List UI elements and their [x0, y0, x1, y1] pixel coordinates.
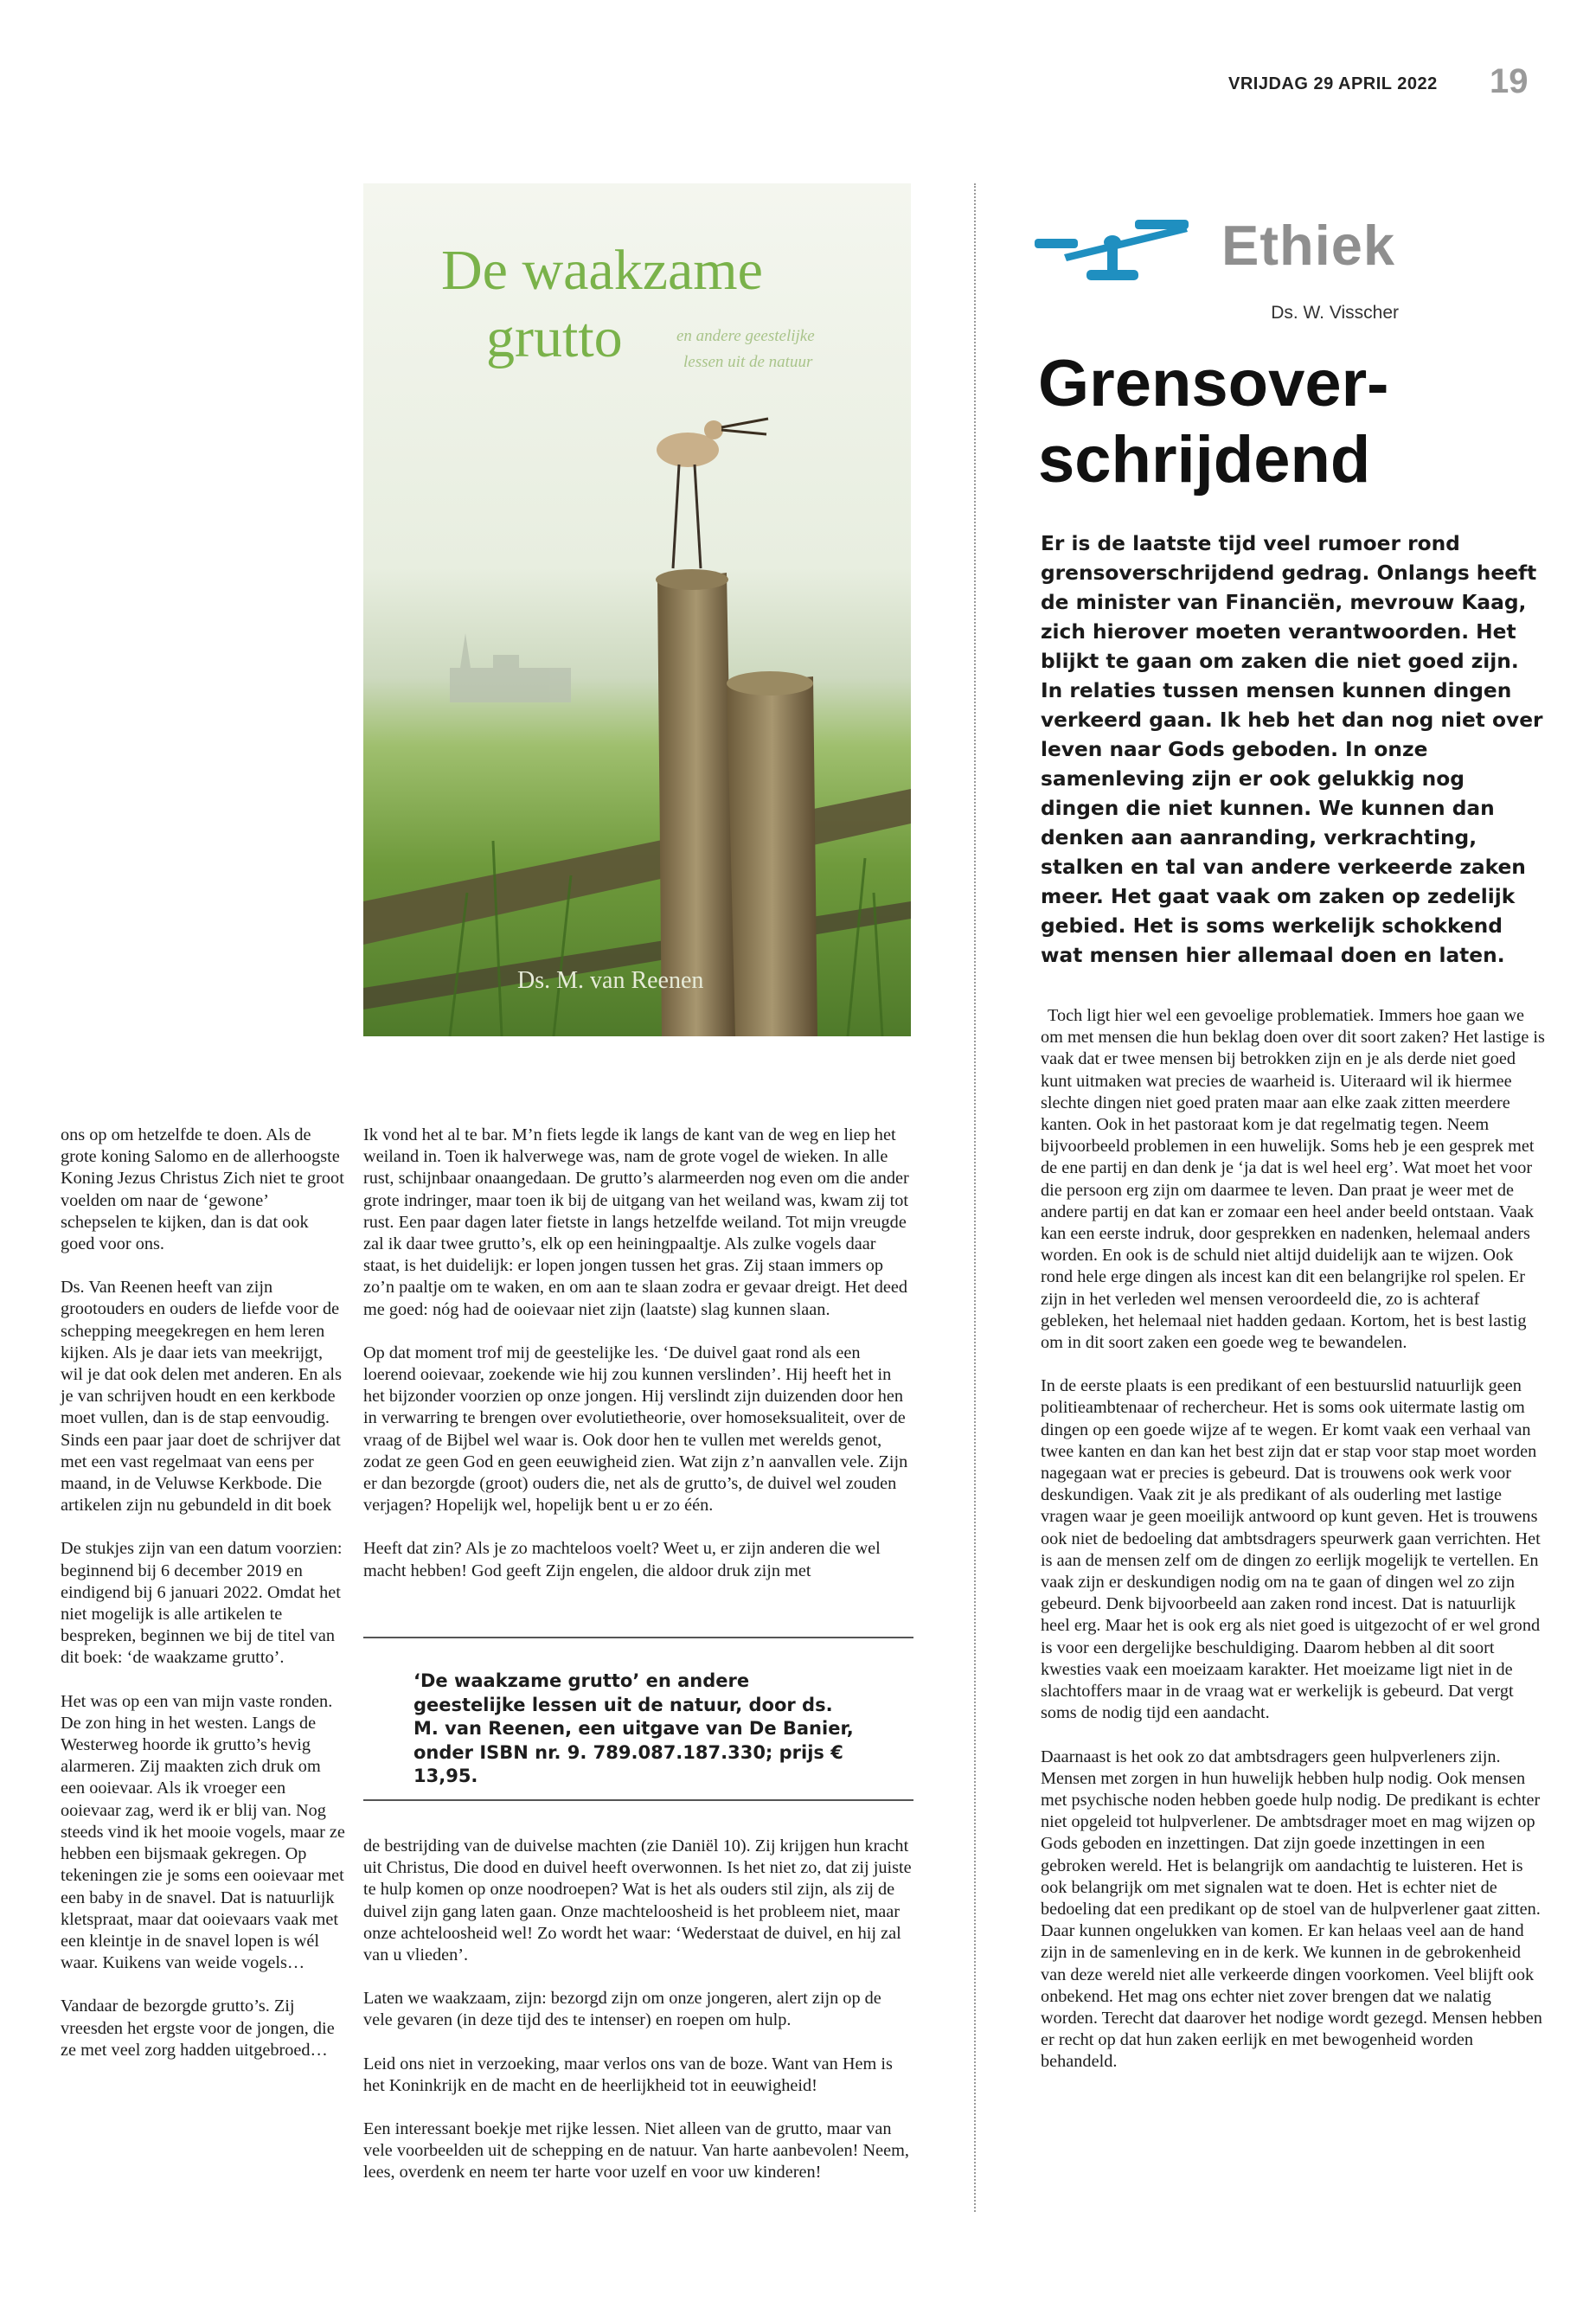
cover-author: Ds. M. van Reenen — [517, 967, 704, 994]
article-headline — [1038, 346, 1557, 498]
review-paragraph: Ds. Van Reenen heeft van zijn grootouders en ouders de liefde voor de schepping meegekregen en hem leren kijken. Als je daar iets van meekrijgt, wil je dat ook delen met anderen. En als je van schrijven houdt en een kerkbode moet vullen, dan is de stap eenvoudig. Sinds een paar jaar doet de schrijver dat met een vast regelmaat van eens per maand, in de Veluwse Kerkbode. Die artikelen zijn nu gebundeld in dit boek — [61, 1278, 342, 1516]
review-paragraph: Laten we waakzaam, zijn: bezorgd zijn om onze jongeren, alert zijn op de vele gevaren (in deze tijd des te intenser) en roepen om hulp. — [363, 1989, 881, 2030]
article-lead: Er is de laatste tijd veel rumoer rond grensoverschrijdend gedrag. Onlangs heeft de minister van Financiën, mevrouw Kaag, zich hierover moeten verantwoorden. Het blijkt te gaan om zaken die niet goed zijn. In relaties tussen mensen kunnen dingen verkeerd gaan. Ik heb het dan nog niet over leven naar Gods geboden. In onze samenleving zijn er ook gelukkig nog dingen die niet kunnen. We kunnen dan denken aan aanranding, verkrachting, stalken en tal van andere verkeerde zaken meer. Het gaat vaak om zaken op zedelijk gebied. Het is soms werkelijk schokkend wat mensen hier allemaal doen en laten. — [1041, 532, 1543, 967]
headline-line: Grensover- — [1038, 347, 1389, 420]
review-column-middle-lower — [363, 1836, 913, 2206]
review-paragraph: De stukjes zijn van een datum voorzien: beginnend bij 6 december 2019 en eindigend bij 6 januari 2022. Omdat het niet mogelijk is alle artikelen te bespreken, beginnen we bij de titel van dit boek: ‘de waakzame grutto’. — [61, 1539, 343, 1668]
book-info-box: ‘De waakzame grutto’ en andere geestelijke lessen uit de natuur, door ds. M. van Reenen, een uitgave van De Banier, onder ISBN nr. 9. 789.087.187.330; prijs € 13,95. — [413, 1670, 854, 1786]
article-author: Ds. W. Visscher — [1271, 303, 1399, 323]
review-column-middle — [363, 1125, 913, 1604]
issue-date: VRIJDAG 29 APRIL 2022 — [1228, 74, 1438, 93]
section-label: Ethiek — [1221, 214, 1396, 277]
review-paragraph: Vandaar de bezorgde grutto’s. Zij vreesden het ergste voor de jongen, die ze met veel zorg hadden uitgebroed… — [61, 1997, 335, 2060]
info-box-bottom-rule — [363, 1799, 913, 1801]
review-paragraph: Leid ons niet in verzoeking, maar verlos ons van de boze. Want van Hem is het Koninkrijk en de macht en de heerlijkheid tot in eeuwigheid! — [363, 2054, 893, 2095]
headline-line: schrijdend — [1038, 423, 1371, 497]
article-paragraph: Daarnaast is het ook zo dat ambtsdragers geen hulpverleners zijn. Mensen met zorgen in hun huwelijk hebben hulp nodig. Ook mensen met psychische noden hebben goede hulp nodig. De predikant is echter niet opgeleid tot hulpverlener. De ambtsdrager moet en mag wijzen op Gods geboden en inzettingen. Dat zijn goede inzettingen in een gebroken wereld. Het is belangrijk om aandachtig te luisteren. Het is ook belangrijk om met signalen wat te doen. Het is echter niet de bedoeling dat een predikant op de stoel van de hulpverlener gaat zitten. Daar kunnen ongelukken van komen. Er kan helaas veel aan de hand zijn in de samenleving en in de kerk. We kunnen in de gebrokenheid van deze wereld niet alle verkeerde dingen voorkomen. Veel blijft ook onbekend. Het mag ons echter niet zover brengen dat we nalatig worden. Terecht dat daarover het nodige wordt gezegd. Mensen hebben er recht op dat hun zaken eerlijk en met bewogenheid worden behandeld. — [1041, 1747, 1542, 2072]
cover-title-line2: grutto — [486, 306, 623, 369]
review-column-left — [61, 1125, 346, 2083]
cover-subtitle-line2: lessen uit de natuur — [683, 353, 813, 371]
page-number: 19 — [1490, 62, 1529, 100]
article-body — [1041, 1005, 1546, 2095]
info-box-top-rule — [363, 1637, 913, 1638]
review-paragraph: Het was op een van mijn vaste ronden. De zon hing in het westen. Langs de Westerweg hoorde ik grutto’s hevig alarmeren. Zij maakten zich druk om een ooievaar. Als ik vroeger een ooievaar zag, werd ik er blij van. Nog steeds vind ik het mooie vogels, maar ze hebben een bijsmaak gekregen. Op tekeningen zie je soms een ooievaar met een baby in de snavel. Dat is natuurlijk kletspraat, maar dat ooievaars vaak met een kleintje in de snavel lopen is wél waar. Kuikens van weide vogels… — [61, 1691, 345, 1973]
article-paragraph: In de eerste plaats is een predikant of een bestuurslid natuurlijk geen politieambtenaar of rechercheur. Het is soms ook uitermate lastig om dingen op een goede wijze af te wegen. Er komt vaak een verhaal van twee kanten en dan kan het best zijn dat er stap voor stap moet worden nagegaan wat er precies is gebeurd. Dat is trouwens ook werk voor deskundigen. Vaak zit je als predikant of als ouderling met lastige vragen waar je geen moeilijk antwoord op kunt geven. Het is trouwens ook niet de bedoeling dat ambtsdragers speurwerk gaan verrichten. Het is aan de mensen zelf om de dingen zo eerlijk mogelijk te vertellen. En vaak zijn er deskundigen nodig om na te gaan of dingen wel zo zijn gebeurd. Denk bijvoorbeeld aan zaken rond incest. Dat is natuurlijk heel erg. Maar het is ook erg als niet goed is uitgezocht of er wel grond is voor een dergelijke beschuldiging. Daarom hebben al dit soort kwesties vaak een moeizaam karakter. Het moeizame ligt niet in de slachtoffers maar in de vraag wat er werkelijk is gebeurd. Dat vergt soms de nodig tijd een aandacht. — [1041, 1376, 1541, 1723]
review-paragraph: Op dat moment trof mij de geestelijke les. ‘De duivel gaat rond als een loerend ooievaar, zoekende wie hij zou kunnen verslinden’. Hij heeft het in het bijzonder voorzien op onze jongen. Hij verslindt zijn duizenden door hen in verwarring te brengen over evolutietheorie, over homoseksualiteit, over de vraag of de Bijbel wel waar is. Ook door hen te vullen met werelds genot, zodat ze geen God en geen eeuwigheid zien. Wat zijn z’n aanvallen vele. Zijn er dan bezorgde (groot) ouders die, net als de grutto’s, de duivel wel zouden verjagen? Hopelijk wel, hopelijk bent u er zo één. — [363, 1343, 908, 1516]
balance-scale-icon — [1031, 213, 1204, 282]
book-cover-illustration — [363, 183, 911, 1036]
column-divider — [974, 183, 976, 2212]
review-paragraph: Ik vond het al te bar. M’n fiets legde ik langs de kant van de weg en liep het weiland in. Toen ik halverwege was, nam de grote vogel de wieken. In alle rust, schijnbaar onaangedaan. De grutto’s alarmeerden nog even om die ander grote indringer, maar toen ik bij de uitgang van het weiland was, kwam zij tot rust. Een paar dagen later fietste in langs hetzelfde weiland. Tot mijn vreugde zal ik daar twee grutto’s, elk op een heiningpaaltje. Als zulke vogels daar staat, is het duidelijk: er lopen jongen tussen het gras. Zij staan immers op zo’n paaltje om te waken, en om aan te slaan zodra er gevaar dreigt. Het deed me goed: nóg had de ooievaar niet zijn (laatste) slag kunnen slaan. — [363, 1125, 909, 1319]
fence-post-front — [727, 676, 817, 1036]
book-cover-image — [363, 183, 911, 1036]
article-paragraph: Toch ligt hier wel een gevoelige problematiek. Immers hoe gaan we om met mensen die hun beklag doen over dit soort zaken? Het lastige is vaak dat er twee mensen bij betrokken zijn en je als derde niet goed kunt uitmaken wat precies de waarheid is. Uiteraard wil ik hiermee slechte dingen niet goed praten maar aan elke zaak zitten meerdere kanten. Ook in het pastoraat kom je dat regelmatig tegen. Neem bijvoorbeeld problemen in een huwelijk. Soms heb je een gesprek met de ene partij en dan denk je ‘ja dat is wel heel erg’. Wat moet het voor die persoon erg zijn om daarmee te leven. Dan praat je weer met de andere partij en dat kan er zomaar een heel ander beeld ontstaan. Vaak kan een eerste indruk, door gesprekken en nadenken, helemaal anders worden. En ook is de schuld niet altijd duidelijk aan te wijzen. Ook rond hele erge dingen als incest kan dit een belangrijke rol spelen. Er zijn in het verleden wel mensen veroordeeld die, zo is achteraf gebleken, het helemaal niet hadden gedaan. Kortom, het is best lastig om in dit soort zaken een goede weg te bewandelen. — [1041, 1006, 1545, 1353]
review-paragraph: Heeft dat zin? Als je zo machteloos voelt? Weet u, er zijn anderen die wel macht hebben! God geeft Zijn engelen, die aldoor druk zijn met — [363, 1539, 881, 1580]
review-paragraph: ons op om hetzelfde te doen. Als de grote koning Salomo en de allerhoogste Koning Jezus Christus Zich niet te groot voelden om naar de ‘gewone’ schepselen te kijken, dan is dat ook goed voor ons. — [61, 1125, 344, 1254]
review-paragraph: Een interessant boekje met rijke lessen. Niet alleen van de grutto, maar van vele voorbeelden uit de schepping en de natuur. Van harte aanbevolen! Neem, lees, overdenk en neem ter harte voor uzelf en voor uw kinderen! — [363, 2119, 909, 2182]
cover-title-line1: De waakzame — [441, 239, 763, 302]
review-paragraph: de bestrijding van de duivelse machten (zie Daniël 10). Zij krijgen hun kracht uit Christus, Die dood en duivel heeft overwonnen. Is het niet zo, dat zij juiste te hulp komen op onze noodroepen? Wat is het als ouders stil zijn, als zij de duivel zijn gang laten gaan. Onze machteloosheid is het probleem niet, maar onze achteloosheid wel! Zo wordt het waar: ‘Wederstaat de duivel, en hij zal van u vlieden’. — [363, 1836, 912, 1965]
cover-subtitle-line1: en andere geestelijke — [676, 327, 815, 345]
